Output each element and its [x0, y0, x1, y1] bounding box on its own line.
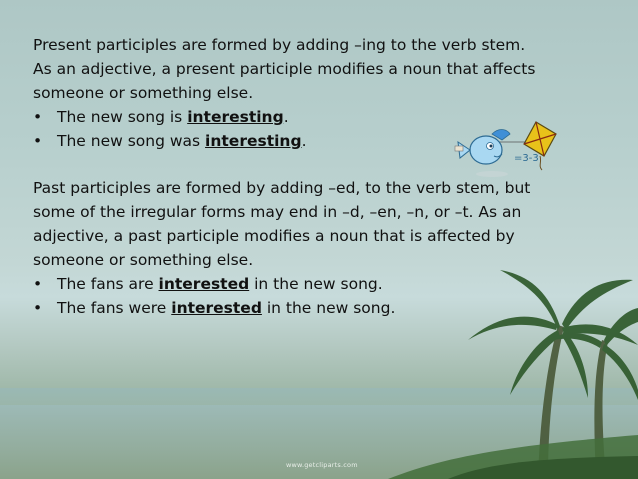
paragraph2-line1: Past participles are formed by adding –ed, to the verb stem, but: [33, 179, 531, 197]
bullet-text-end: in the new song.: [261, 299, 396, 317]
bullet-marker: •: [33, 299, 43, 317]
bullet-text-end: .: [301, 132, 307, 150]
underlined-word: interesting: [187, 108, 284, 126]
bullet-item: [33, 296, 603, 320]
paragraph1-line2: As an adjective, a present participle modifies a noun that affects: [33, 60, 536, 78]
bullet-text-end: in the new song.: [249, 275, 383, 293]
bullet-text: The fans are: [57, 275, 159, 293]
bullet-marker: •: [33, 132, 43, 150]
underlined-word: interesting: [205, 132, 302, 150]
underlined-word: interested: [171, 299, 262, 317]
bullet-text-end: .: [283, 108, 289, 126]
paragraph2-line4: someone or something else.: [33, 251, 254, 269]
underlined-word: interested: [158, 275, 250, 293]
bullet-text: The new song is: [57, 108, 188, 126]
bullet-text: The new song was: [57, 132, 206, 150]
fish-kite-clipart: [452, 116, 560, 180]
clipart-credit: www.getcliparts.com: [286, 461, 358, 469]
bullet-text: The fans were: [57, 299, 172, 317]
paragraph2-line3: adjective, a past participle modifies a noun that is affected by: [33, 227, 515, 245]
bullet-marker: •: [33, 275, 43, 293]
paragraph2-line2: some of the irregular forms may end in –d, –en, –n, or –t. As an: [33, 203, 522, 221]
svg-text:=3-3: =3-3: [514, 153, 539, 164]
paragraph1-line3: someone or something else.: [33, 84, 254, 102]
paragraph1-line1: Present participles are formed by adding –ing to the verb stem.: [33, 36, 526, 54]
bullet-item: [33, 272, 603, 296]
bullet-marker: •: [33, 108, 43, 126]
